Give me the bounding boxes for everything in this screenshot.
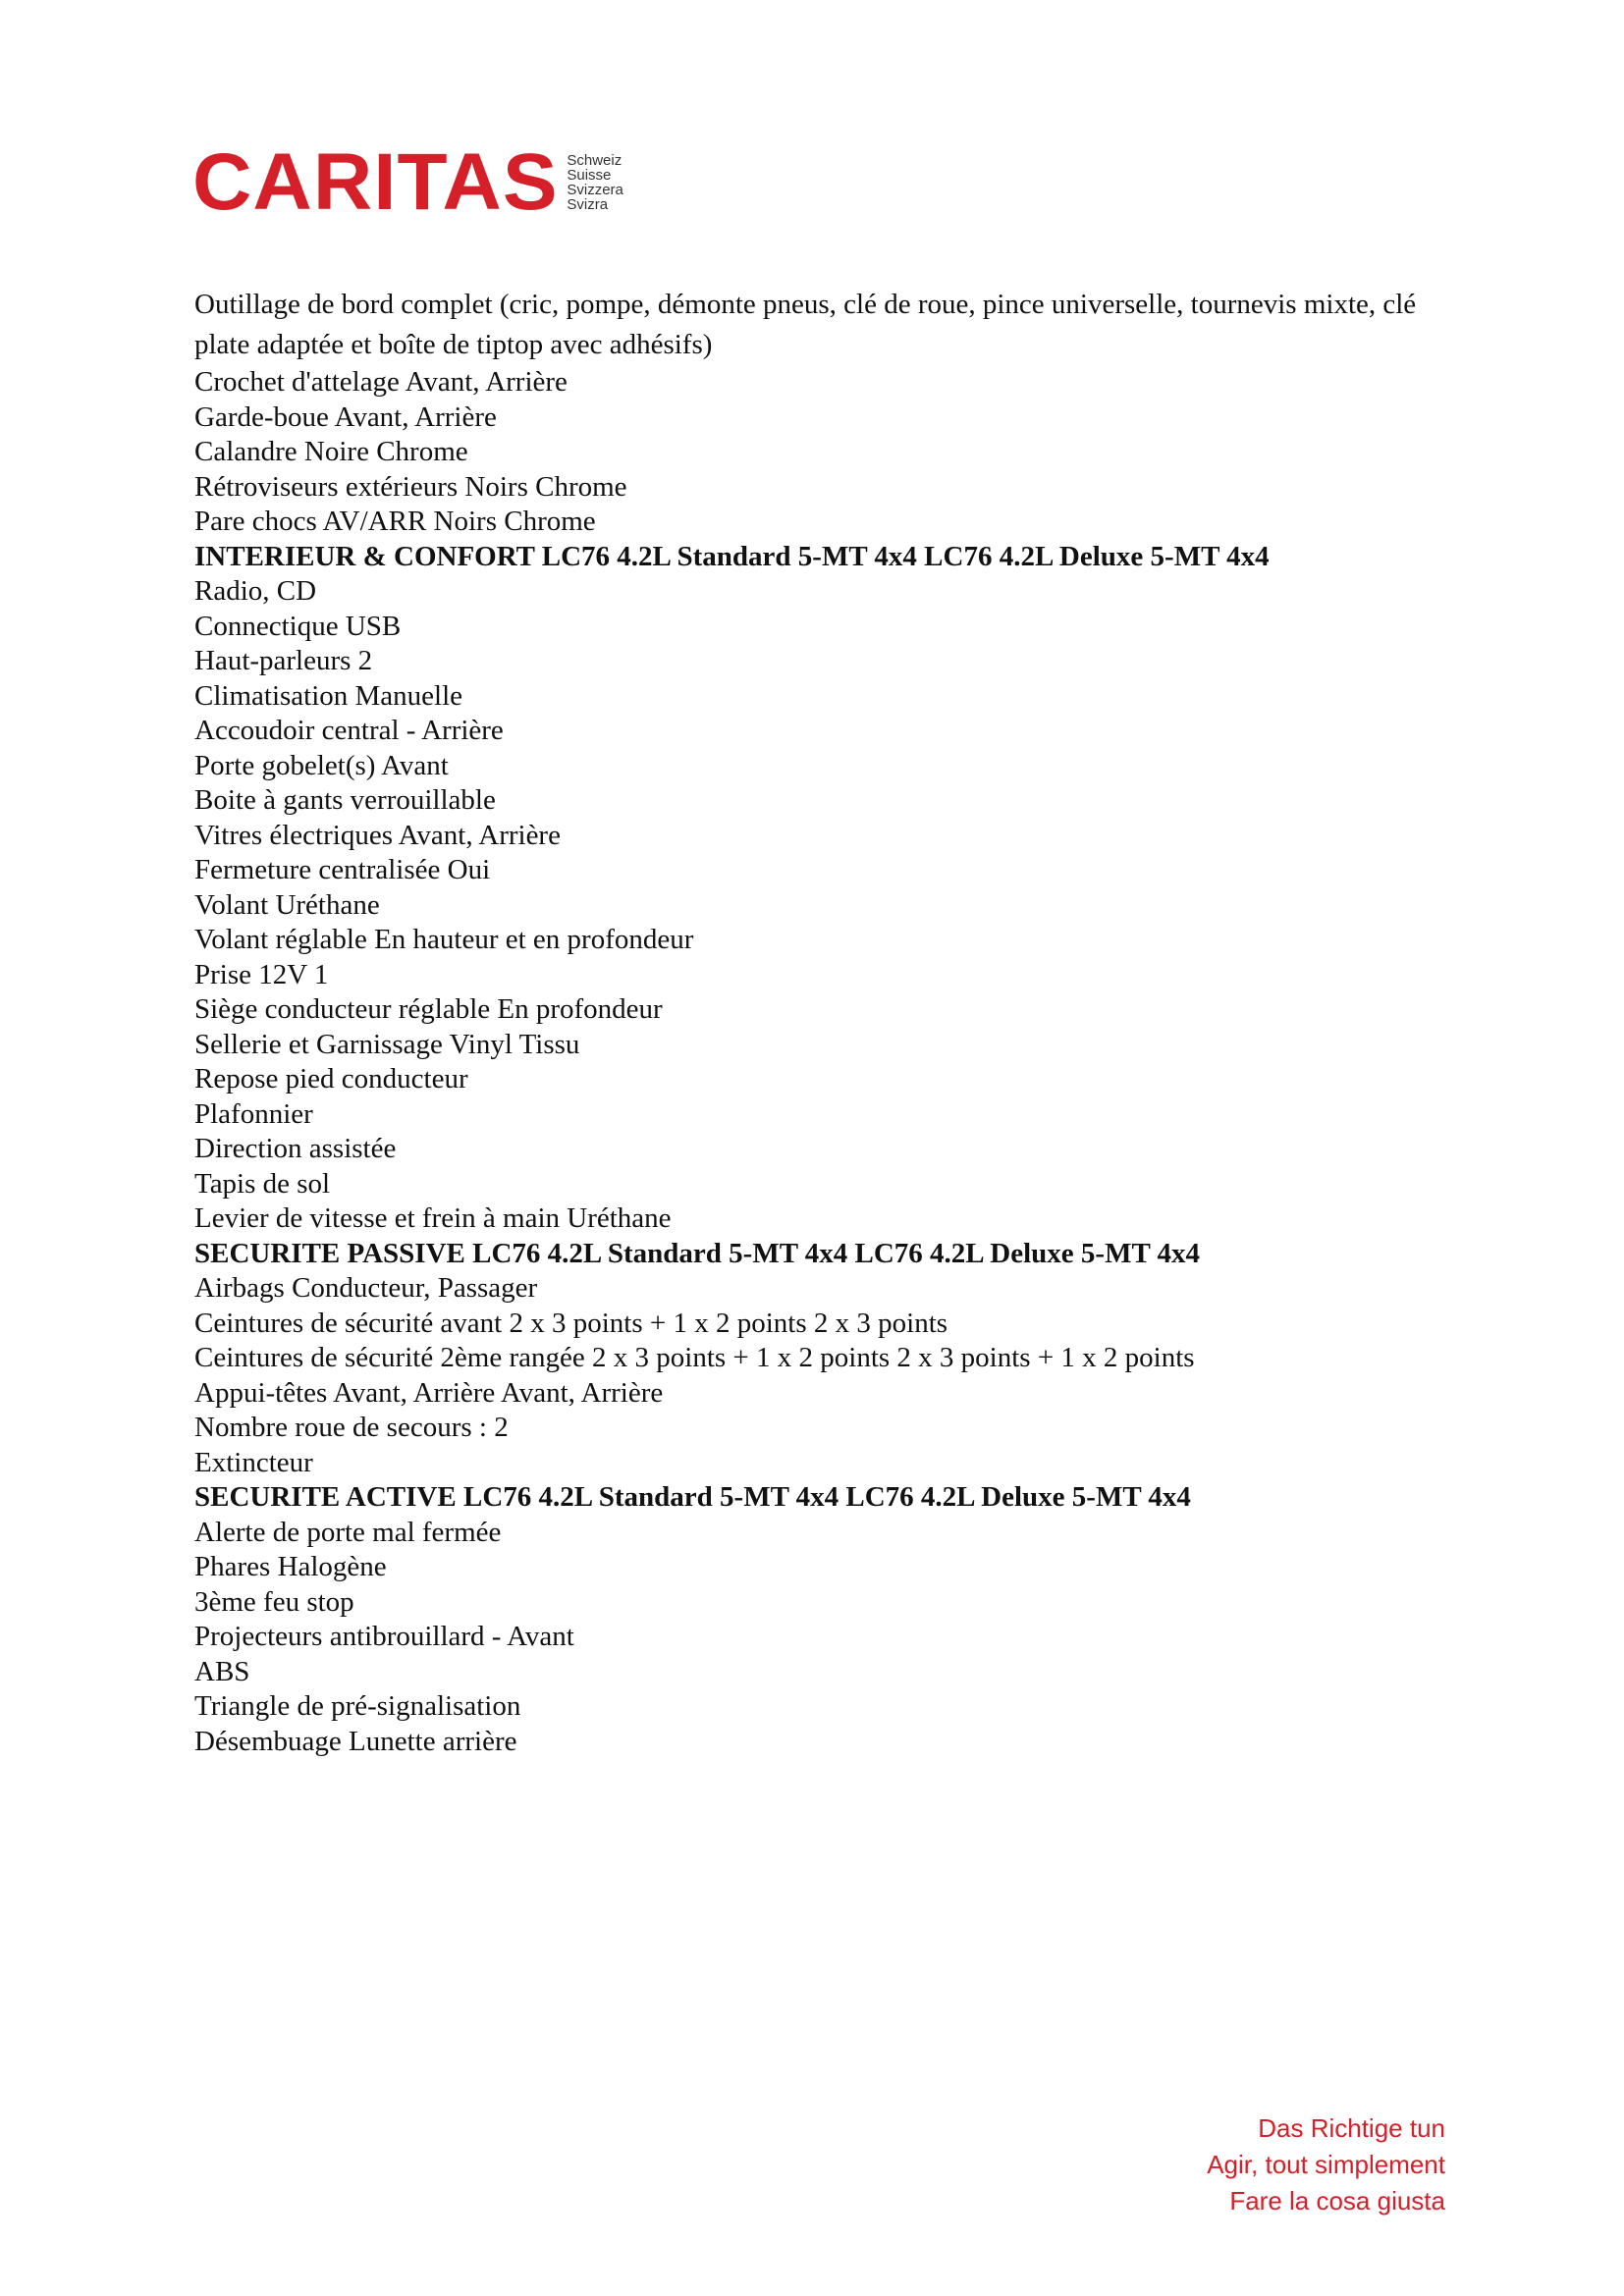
caritas-logo [192, 136, 623, 227]
list-item: Siège conducteur réglable En profondeur [194, 993, 663, 1025]
list-item: Vitres électriques Avant, Arrière [194, 819, 561, 851]
list-item: Volant Uréthane [194, 888, 380, 921]
logo-language: Schweiz [567, 151, 623, 169]
list-item: Calandre Noire Chrome [194, 436, 468, 467]
list-item: Plafonnier [194, 1097, 313, 1130]
list-item: Haut-parleurs 2 [194, 645, 373, 676]
list-item: Projecteurs antibrouillard - Avant [194, 1621, 574, 1652]
list-item: Radio, CD [194, 575, 317, 607]
list-item: Volant réglable En hauteur et en profondeur [194, 924, 694, 955]
slogan-line-de: Das Richtige tun [1258, 2113, 1445, 2143]
list-item: Appui-têtes Avant, Arrière Avant, Arrière [194, 1376, 664, 1409]
list-item: Triangle de pré-signalisation [194, 1690, 521, 1722]
logo-language: Svizra [567, 195, 609, 213]
list-item: Garde-boue Avant, Arrière [194, 400, 497, 433]
list-item: Fermeture centralisée Oui [194, 854, 491, 885]
slogan-line-it: Fare la cosa giusta [1229, 2186, 1445, 2216]
list-item: 3ème feu stop [194, 1585, 354, 1618]
section-heading: INTERIEUR & CONFORT LC76 4.2L Standard 5-MT 4x4 LC76 4.2L Deluxe 5-MT 4x4 [194, 540, 1270, 572]
list-item: Nombre roue de secours : 2 [194, 1412, 509, 1443]
logo-language: Suisse [567, 166, 612, 184]
intro-paragraph: Outillage de bord complet (cric, pompe, démonte pneus, clé de roue, pince universelle, tournevis mixte, clé plate adaptée et boîte de tiptop avec adhésifs) [194, 289, 1417, 360]
list-item: Ceintures de sécurité 2ème rangée 2 x 3 points + 1 x 2 points 2 x 3 points + 1 x 2 points [194, 1342, 1195, 1373]
logo-languages [567, 153, 623, 212]
list-item: Pare chocs AV/ARR Noirs Chrome [194, 506, 596, 537]
slogan [1207, 2110, 1445, 2219]
section-heading: SECURITE ACTIVE LC76 4.2L Standard 5-MT 4x4 LC76 4.2L Deluxe 5-MT 4x4 [194, 1481, 1191, 1513]
logo-wordmark: CARITAS [192, 136, 559, 227]
list-item: Tapis de sol [194, 1167, 331, 1200]
list-item: Prise 12V 1 [194, 958, 329, 990]
list-item: Rétroviseurs extérieurs Noirs Chrome [194, 470, 627, 503]
list-item: Phares Halogène [194, 1551, 387, 1582]
list-item: Levier de vitesse et frein à main Uréthane [194, 1202, 672, 1234]
list-item: Crochet d'attelage Avant, Arrière [194, 366, 568, 398]
list-item: Direction assistée [194, 1133, 397, 1164]
list-item: Connectique USB [194, 610, 402, 642]
list-item: ABS [194, 1655, 250, 1687]
equipment-lines [194, 365, 1432, 1759]
list-item: Désembuage Lunette arrière [194, 1725, 517, 1757]
list-item: Repose pied conducteur [194, 1063, 468, 1095]
list-item: Boite à gants verrouillable [194, 784, 496, 816]
list-item: Porte gobelet(s) Avant [194, 749, 449, 781]
equipment-list [194, 285, 1432, 1759]
logo-language: Svizzera [567, 181, 623, 198]
list-item: Accoudoir central - Arrière [194, 715, 504, 746]
list-item: Alerte de porte mal fermée [194, 1516, 502, 1548]
list-item: Extincteur [194, 1446, 313, 1478]
slogan-line-fr: Agir, tout simplement [1207, 2150, 1445, 2179]
section-heading: SECURITE PASSIVE LC76 4.2L Standard 5-MT 4x4 LC76 4.2L Deluxe 5-MT 4x4 [194, 1237, 1201, 1269]
list-item: Sellerie et Garnissage Vinyl Tissu [194, 1028, 580, 1060]
list-item: Airbags Conducteur, Passager [194, 1272, 538, 1304]
list-item: Ceintures de sécurité avant 2 x 3 points + 1 x 2 points 2 x 3 points [194, 1307, 948, 1339]
list-item: Climatisation Manuelle [194, 679, 463, 712]
